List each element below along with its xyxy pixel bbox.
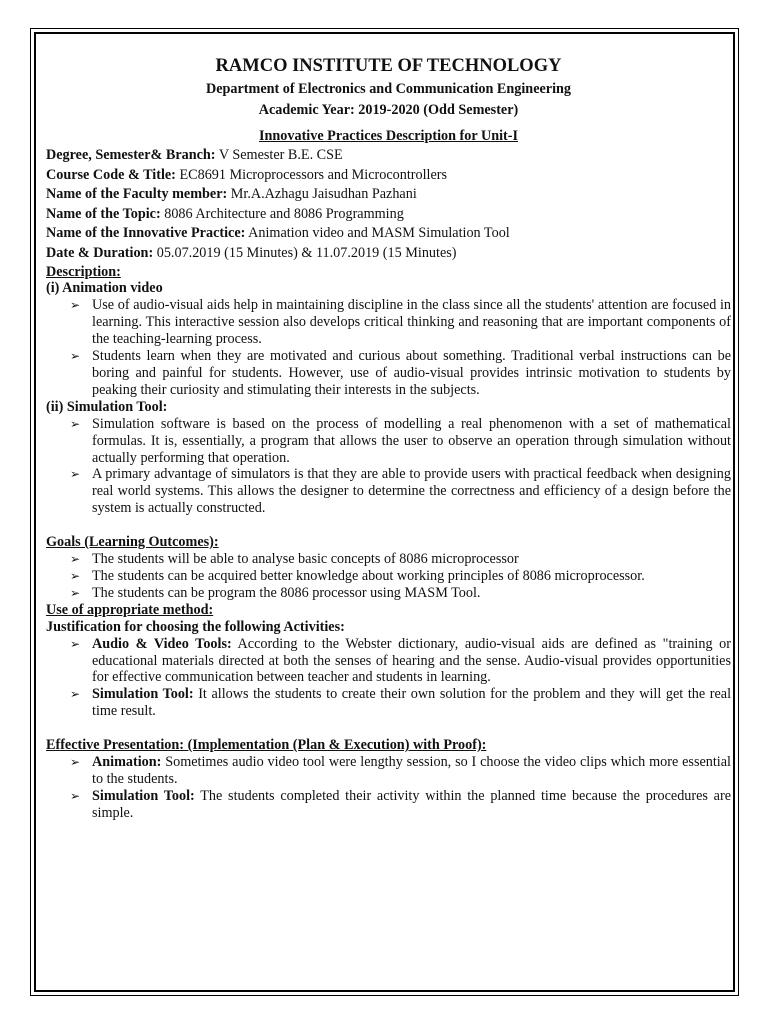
description-heading: Description: (46, 263, 121, 280)
arrow-bullet-icon: ➢ (70, 568, 81, 583)
list-item (46, 297, 731, 348)
animation-video-heading: (i) Animation video (46, 280, 163, 297)
info-row-course (46, 166, 731, 186)
list-item-text: Sometimes audio video tool were lengthy session, so I choose the video clips which more essential to the students. (92, 754, 731, 787)
info-row-date (46, 244, 731, 264)
list-item-text: A primary advantage of simulators is that they are able to provide users with practical feedback when designing real world systems. This allows the designer to determine the correctness and efficiency of a design before the system is actually constructed. (92, 466, 731, 517)
academic-year: Academic Year: 2019-2020 (Odd Semester) (258, 102, 519, 118)
list-item-text: The students can be acquired better knowledge about working principles of 8086 microprocessor. (92, 567, 645, 584)
arrow-bullet-icon: ➢ (70, 788, 81, 803)
list-item-label: Audio & Video Tools: (92, 635, 232, 652)
arrow-bullet-icon: ➢ (70, 467, 81, 482)
spacer (46, 517, 731, 534)
list-item (46, 416, 731, 467)
list-item (46, 754, 731, 788)
info-label: Course Code & Title: (46, 166, 176, 183)
info-value: Animation video and MASM Simulation Tool (245, 225, 510, 242)
list-item-text: The students can be program the 8086 processor using MASM Tool. (92, 584, 481, 601)
info-row-topic (46, 205, 731, 225)
list-item (46, 551, 731, 568)
info-row-degree (46, 146, 731, 166)
list-item-text: Students learn when they are motivated and curious about something. Traditional verbal instructions can be boring and painful for students. However, use of audio-visual provides intrinsic motivation to students by peaking their curiosity and stimulating their interests in the subjects. (92, 348, 731, 398)
list-item-label: Simulation Tool: (92, 686, 194, 703)
presentation-list (46, 754, 731, 822)
info-row-practice (46, 224, 731, 244)
arrow-bullet-icon: ➢ (70, 298, 81, 313)
simulation-tool-heading: (ii) Simulation Tool: (46, 398, 168, 415)
list-item-text: According to the Webster dictionary, audio-visual aids are defined as "training or educational materials directed at both the senses of hearing and the sense. Audio-visual provides opportunities for effective communication between teacher and students in learning. (92, 635, 732, 686)
list-item-text: The students completed their activity within the planned time because the procedures are simple. (92, 787, 732, 821)
list-item (46, 466, 731, 517)
arrow-bullet-icon: ➢ (70, 416, 81, 431)
info-value: 8086 Architecture and 8086 Programming (160, 205, 404, 222)
list-item-text: Use of audio-visual aids help in maintaining discipline in the class since all the students' attention are focused in learning. This interactive session also develops critical thinking and reasoning that are important components of the teaching-learning process. (92, 297, 731, 348)
list-item (46, 686, 731, 720)
department-name: Department of Electronics and Communication Engineering (205, 81, 572, 97)
info-label: Date & Duration: (46, 244, 154, 261)
list-item (46, 636, 731, 687)
list-item (46, 788, 731, 822)
animation-video-list (46, 297, 731, 398)
info-label: Name of the Faculty member: (46, 186, 228, 203)
arrow-bullet-icon: ➢ (70, 349, 81, 364)
list-item (46, 348, 731, 399)
arrow-bullet-icon: ➢ (70, 636, 81, 651)
list-item-label: Animation: (92, 754, 162, 771)
presentation-heading: Effective Presentation: (Implementation (Plan & Execution) with Proof): (46, 737, 487, 754)
method-heading: Use of appropriate method: (46, 601, 214, 618)
list-item-text: It allows the students to create their own solution for the problem and they will get the real time result. (92, 686, 732, 720)
info-row-faculty (46, 185, 731, 205)
info-value: 05.07.2019 (15 Minutes) & 11.07.2019 (15 Minutes) (153, 244, 457, 261)
goals-list (46, 551, 731, 602)
list-item-text: Simulation software is based on the process of modelling a real phenomenon with a set of mathematical formulas. It is, essentially, a program that allows the user to observe an operation through simulation without actually performing that operation. (92, 415, 731, 466)
list-item (46, 568, 731, 585)
info-label: Degree, Semester& Branch: (46, 147, 216, 163)
arrow-bullet-icon: ➢ (70, 687, 81, 702)
arrow-bullet-icon: ➢ (70, 585, 81, 600)
info-value: EC8691 Microprocessors and Microcontrollers (175, 166, 448, 183)
list-item-text: The students will be able to analyse basic concepts of 8086 microprocessor (92, 551, 519, 568)
arrow-bullet-icon: ➢ (70, 552, 81, 567)
justification-list (46, 636, 731, 721)
list-item (46, 585, 731, 602)
list-item-label: Simulation Tool: (92, 787, 195, 804)
goals-heading: Goals (Learning Outcomes): (46, 534, 219, 551)
arrow-bullet-icon: ➢ (70, 755, 81, 770)
justification-heading: Justification for choosing the following Activities: (46, 618, 345, 635)
info-label: Name of the Topic: (46, 205, 161, 222)
document-title: Innovative Practices Description for Unit-I (258, 128, 518, 144)
info-value: V Semester B.E. CSE (215, 147, 343, 163)
simulation-tool-list (46, 416, 731, 517)
info-label: Name of the Innovative Practice: (46, 225, 246, 242)
info-value: Mr.A.Azhagu Jaisudhan Pazhani (227, 186, 417, 203)
document-body (46, 55, 731, 822)
institute-name: RAMCO INSTITUTE OF TECHNOLOGY (215, 56, 562, 76)
spacer (46, 720, 731, 737)
